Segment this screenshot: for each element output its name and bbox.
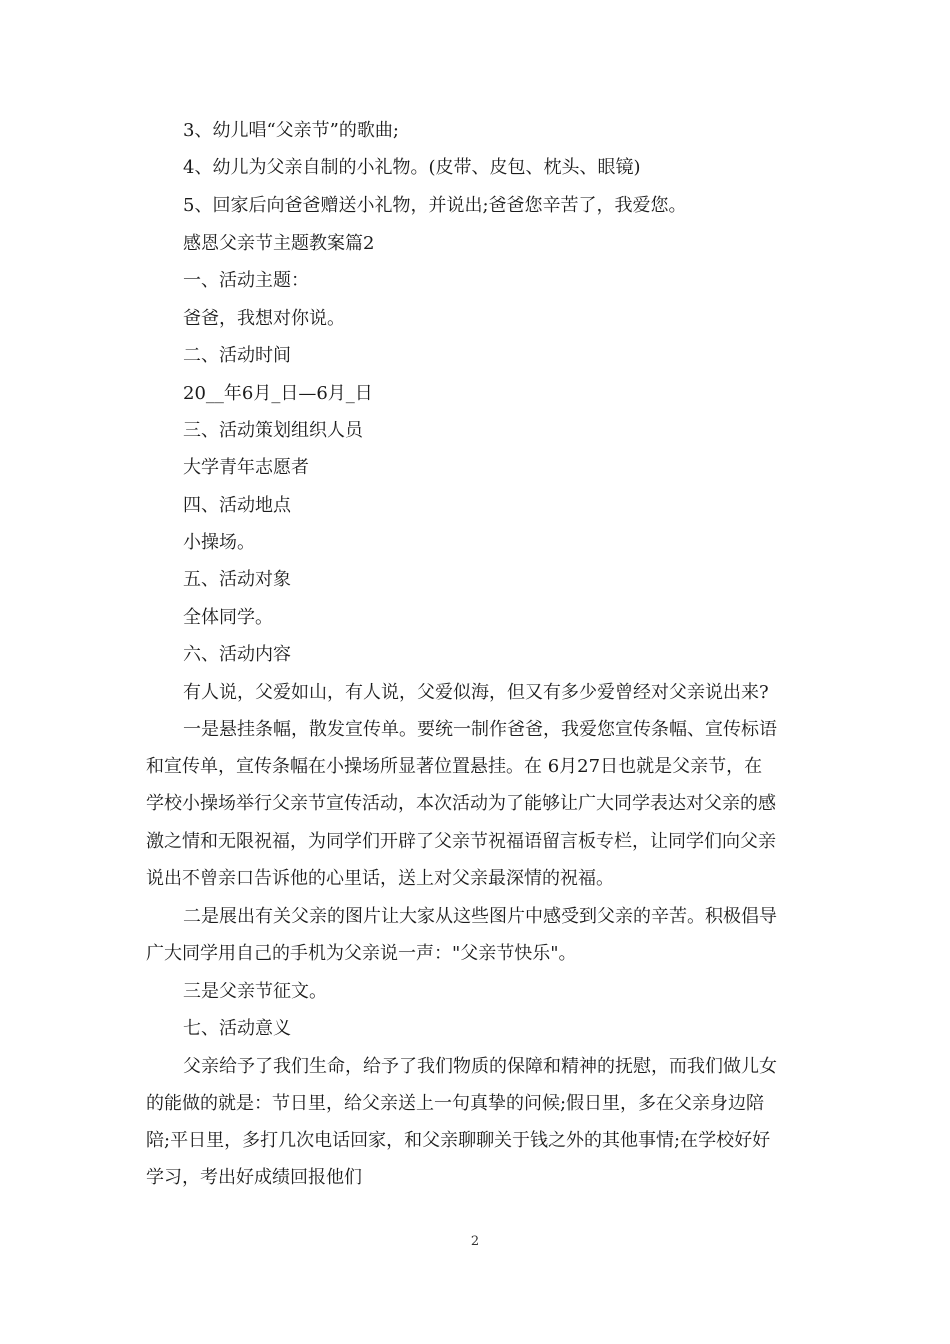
text-line: 学校小操场举行父亲节宣传活动，本次活动为了能够让广大同学表达对父亲的感 <box>146 793 776 814</box>
text-line: 父亲给予了我们生命，给予了我们物质的保障和精神的抚慰，而我们做儿女 <box>183 1056 777 1077</box>
text-line: 一是悬挂条幅，散发宣传单。要统一制作爸爸，我爱您宣传条幅、宣传标语 <box>183 719 777 740</box>
text-line: 激之情和无限祝福，为同学们开辟了父亲节祝福语留言板专栏，让同学们向父亲 <box>146 831 776 852</box>
text-line: 20__年6月_日—6月_日 <box>183 383 373 404</box>
text-line: 四、活动地点 <box>183 495 291 516</box>
text-line: 小操场。 <box>183 532 255 553</box>
text-line: 五、活动对象 <box>183 569 291 590</box>
text-line: 爸爸，我想对你说。 <box>183 308 345 329</box>
text-line: 二是展出有关父亲的图片让大家从这些图片中感受到父亲的辛苦。积极倡导 <box>183 906 777 927</box>
text-line: 说出不曾亲口告诉他的心里话，送上对父亲最深情的祝福。 <box>146 868 614 889</box>
text-line: 一、活动主题： <box>183 270 309 291</box>
text-line: 的能做的就是：节日里，给父亲送上一句真挚的问候;假日里，多在父亲身边陪 <box>146 1093 765 1114</box>
text-line: 和宣传单，宣传条幅在小操场所显著位置悬挂。在 6月27日也就是父亲节，在 <box>146 756 763 777</box>
text-line: 陪;平日里，多打几次电话回家，和父亲聊聊关于钱之外的其他事情;在学校好好 <box>146 1130 771 1151</box>
text-line: 有人说，父爱如山，有人说，父爱似海，但又有多少爱曾经对父亲说出来? <box>183 682 769 703</box>
text-line: 广大同学用自己的手机为父亲说一声："父亲节快乐"。 <box>146 943 577 964</box>
text-line: 5、回家后向爸爸赠送小礼物，并说出;爸爸您辛苦了，我爱您。 <box>183 195 687 216</box>
text-line: 4、幼儿为父亲自制的小礼物。(皮带、皮包、枕头、眼镜) <box>183 157 641 178</box>
text-line: 二、活动时间 <box>183 345 291 366</box>
section-heading: 感恩父亲节主题教案篇2 <box>183 233 375 254</box>
text-line: 大学青年志愿者 <box>183 457 309 478</box>
text-line: 六、活动内容 <box>183 644 291 665</box>
text-line: 七、活动意义 <box>183 1018 291 1039</box>
text-line: 三、活动策划组织人员 <box>183 420 363 441</box>
text-line: 全体同学。 <box>183 607 273 628</box>
text-line: 三是父亲节征文。 <box>183 981 327 1002</box>
text-line: 3、幼儿唱“父亲节”的歌曲; <box>183 120 399 141</box>
page-number: 2 <box>470 1234 480 1249</box>
text-line: 学习，考出好成绩回报他们 <box>146 1167 362 1188</box>
